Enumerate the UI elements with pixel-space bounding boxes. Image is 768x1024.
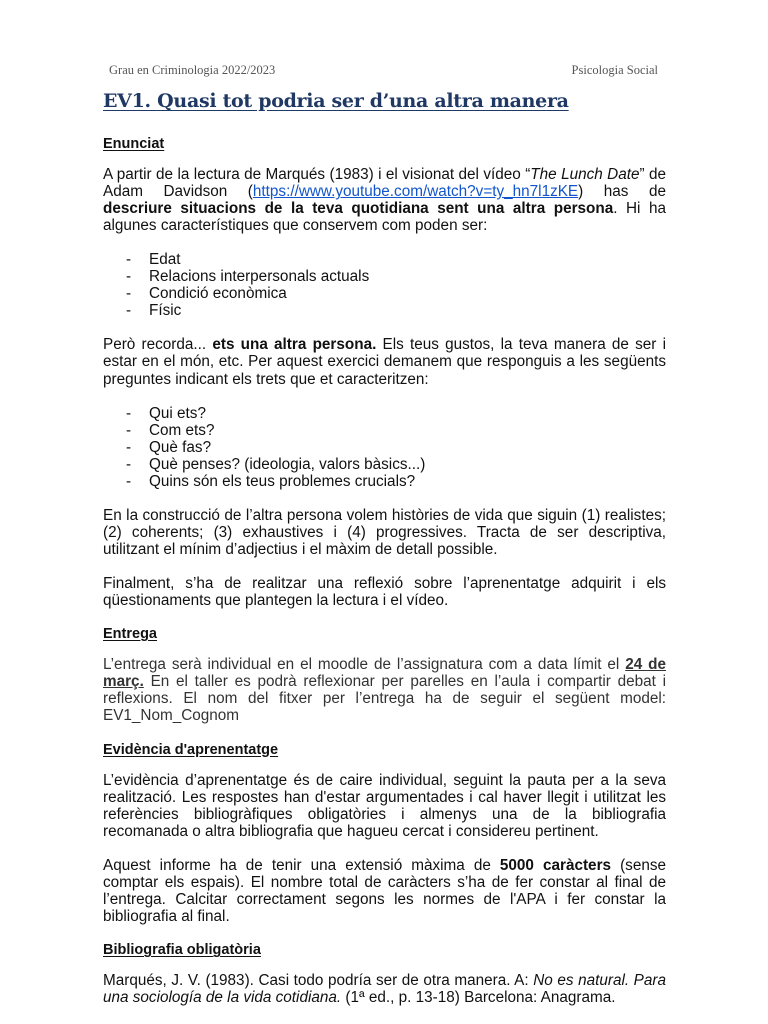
deadline-date: 24 de març. [103,656,666,691]
list-item: - Com ets? [124,422,666,439]
list-item: - Què penses? (ideologia, valors bàsics...) [124,456,666,473]
traits-list [103,251,666,319]
video-link[interactable]: https://www.youtube.com/watch?v=ty_hn7l1zKE [252,183,579,201]
list-item: - Físic [124,302,666,319]
enunciat-paragraph-2: Però recorda... ets una altra persona. Els teus gustos, la teva manera de ser i estar en el món, etc. Per aquest exercici demanem que responguis a les següents preguntes indicant els trets que et caracteritzen: [103,336,666,388]
section-heading-entrega: Entrega [103,626,157,643]
page-title: EV1. Quasi tot podria ser d’una altra manera [103,90,569,112]
list-item: - Quins són els teus problemes crucials? [124,473,666,490]
enunciat-paragraph-3: En la construcció de l’altra persona volem històries de vida que siguin (1) realistes; (2) coherents; (3) exhaustives i (4) progressives. Tracta de ser descriptiva, utilitzant el mínim d’adjectius i el màxim de detall possible. [103,506,666,558]
enunciat-paragraph-4: Finalment, s’ha de realitzar una reflexió sobre l’aprenentatge adquirit i els qüestionaments que plantegen la lectura i el vídeo. [103,574,666,610]
subject-header: Psicologia Social [571,63,658,77]
list-item: - Condició econòmica [124,285,666,302]
bibliography-entry: Marqués, J. V. (1983). Casi todo podría ser de otra manera. A: No es natural. Para una sociología de la vida cotidiana. (1ª ed., p. 13-18) Barcelona: Anagrama. [103,972,666,1007]
list-item: - Relacions interpersonals actuals [124,268,666,285]
entrega-paragraph: L’entrega serà individual en el moodle de l’assignatura com a data límit el 24 de març. En el taller es podrà reflexionar per parelles en l’aula i compartir debat i reflexions. El nom del fitxer per l’entrega ha de seguir el següent model: EV1_Nom_Cognom [103,656,666,725]
section-heading-bibliografia: Bibliografia obligatòria [103,942,261,959]
enunciat-paragraph-1: A partir de la lectura de Marqués (1983) i el visionat del vídeo “The Lunch Date” de Adam Davidson (https://www.youtube.com/watch?v=ty_hn7l1zKE) has de descriure situacions de la teva quotidiana sent una altra persona. Hi ha algunes característiques que conservem com poden ser: [103,166,667,235]
list-item: - Qui ets? [124,405,666,422]
list-item: - Què fas? [124,439,666,456]
section-heading-enunciat: Enunciat [103,136,165,152]
list-item: - Edat [124,251,666,268]
course-header: Grau en Criminologia 2022/2023 [109,63,276,77]
evidencia-paragraph-2: Aquest informe ha de tenir una extensió màxima de 5000 caràcters (sense comptar els espais). El nombre total de caràcters s’ha de fer constar al final de l’entrega. Calcitar correctament segons les normes de l'APA i fer constar la bibliografia al final. [103,856,666,926]
video-title: The Lunch Date [530,166,640,183]
document-body [103,136,666,1006]
section-heading-evidencia: Evidència d'aprenentatge [103,741,279,758]
questions-list [103,405,666,490]
evidencia-paragraph-1: L’evidència d’aprenentatge és de caire individual, seguint la pauta per a la seva realització. Les respostes han d'estar argumentades i cal haver llegit i utilitzat les referències bibliogràfiques obligatòries i almenys una de la bibliografia recomanada o altra bibliografia que hagueu cercat i considereu pertinent. [103,771,666,840]
